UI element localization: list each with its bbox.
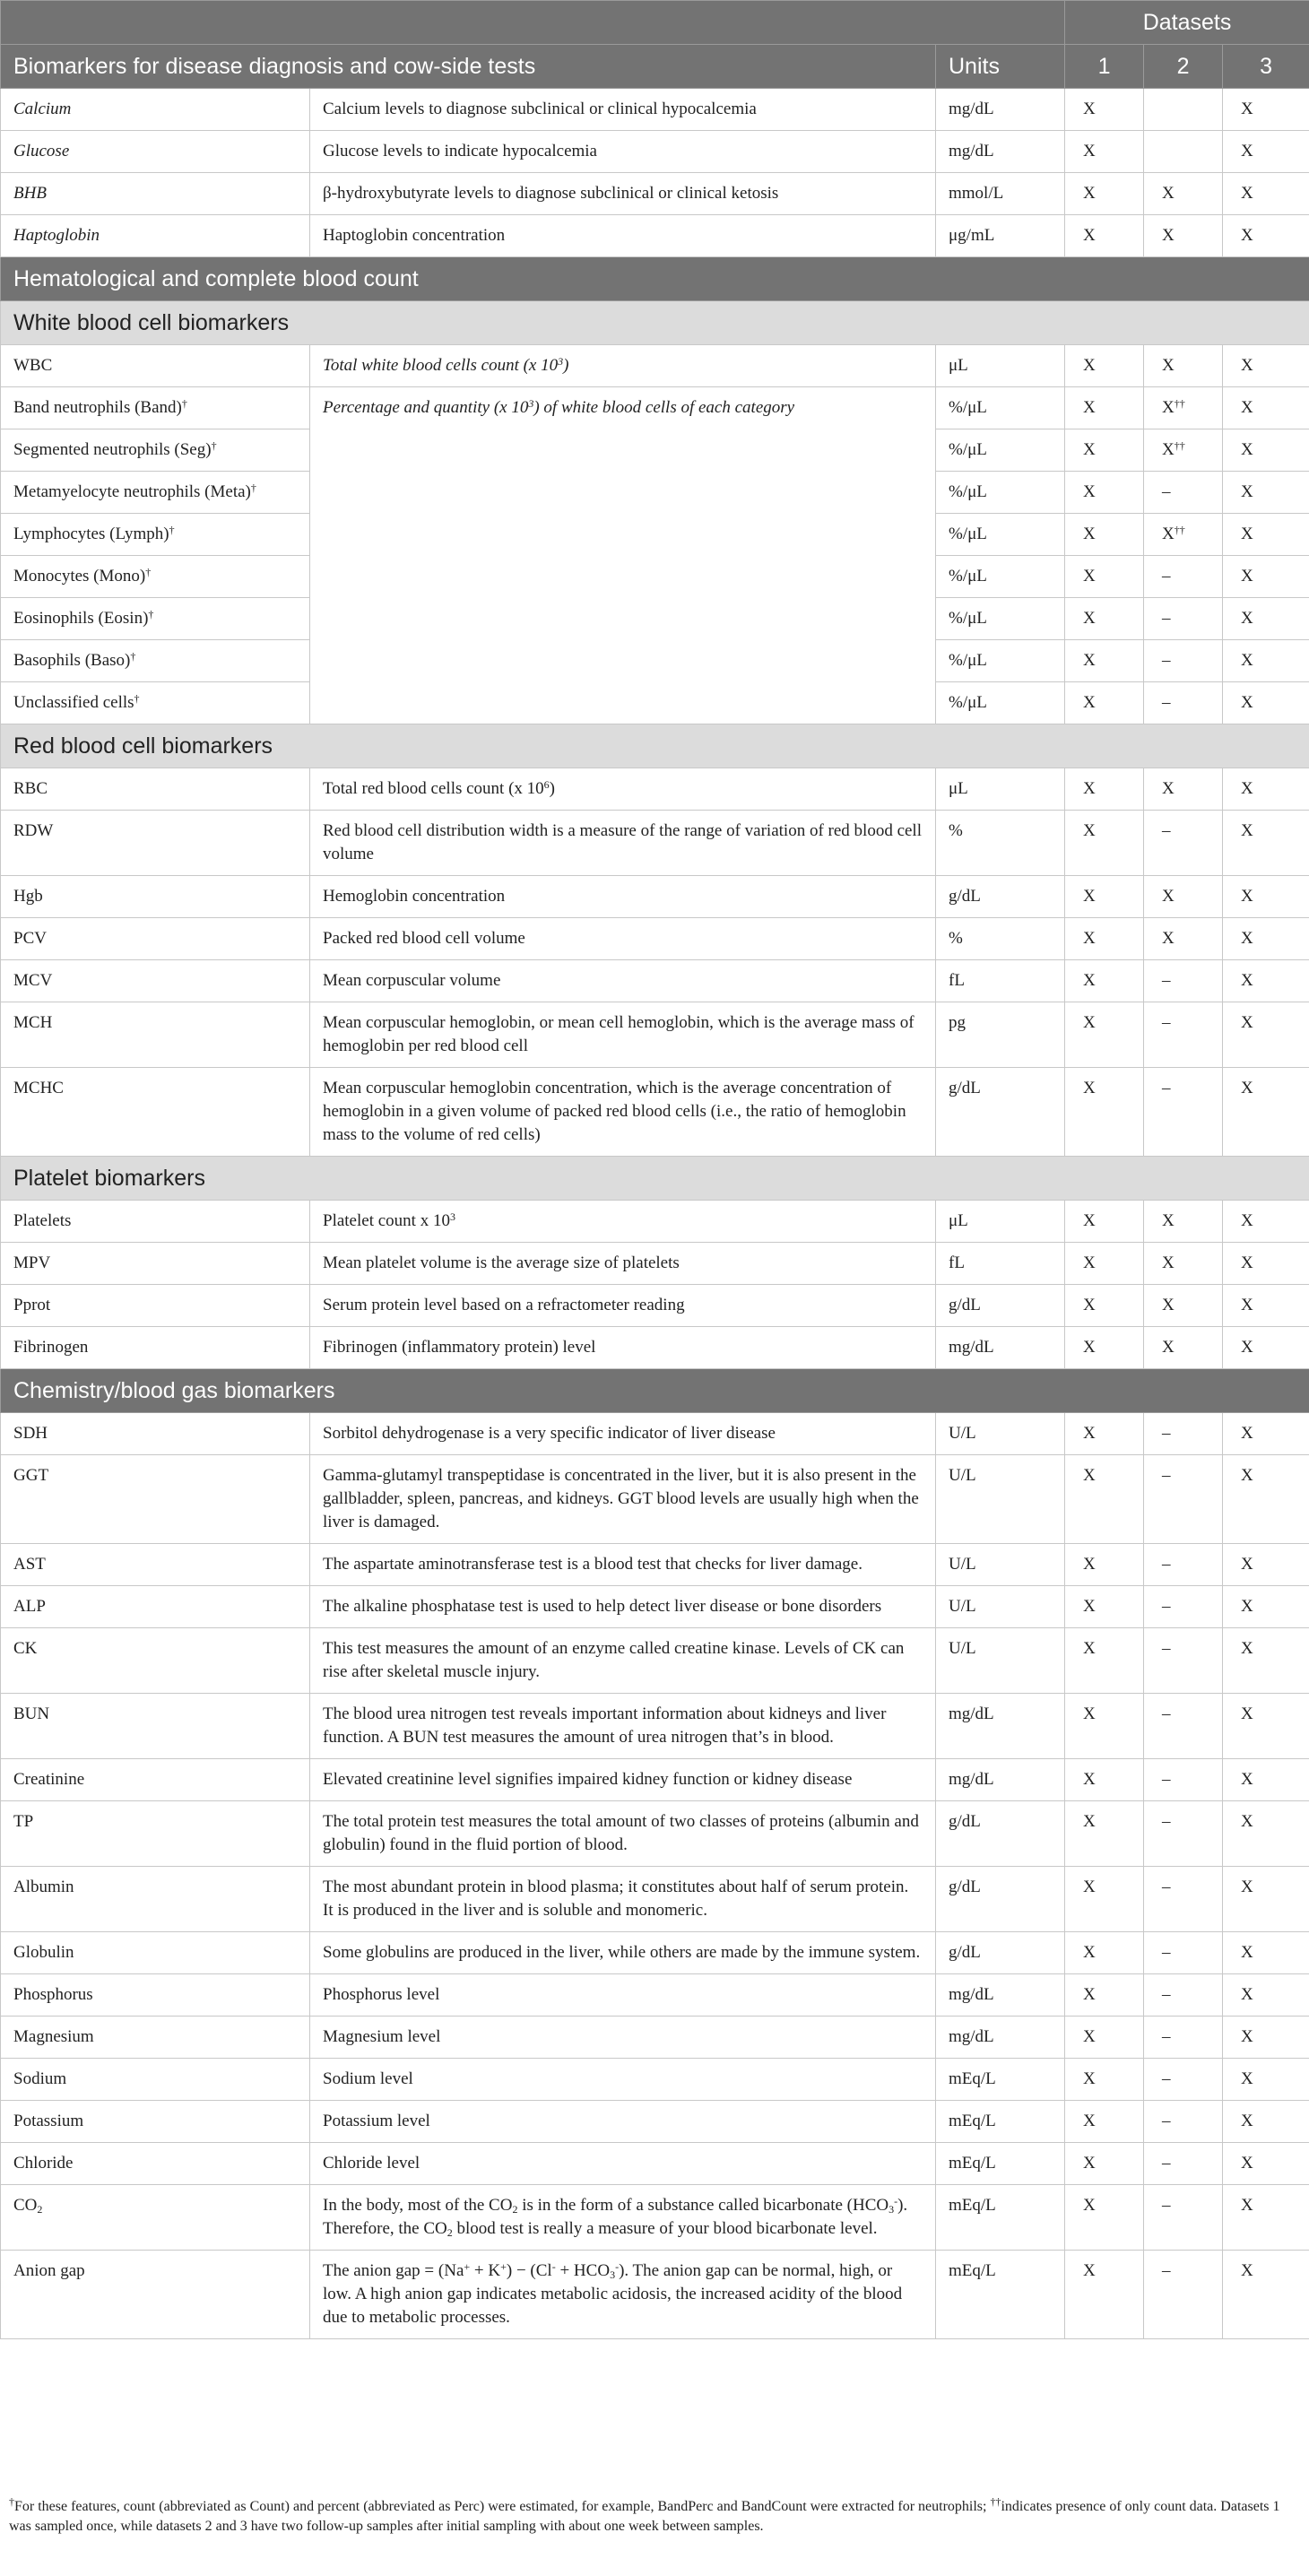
dataset-2-cell: – — [1144, 1694, 1223, 1759]
table-row — [1, 876, 1309, 918]
dataset-1-cell: X — [1065, 2143, 1144, 2185]
section-title: Chemistry/blood gas biomarkers — [1, 1369, 1309, 1413]
dataset-1-cell: X — [1065, 1285, 1144, 1327]
biomarker-name: RBC — [1, 768, 310, 811]
dataset-2-cell: – — [1144, 2143, 1223, 2185]
dataset-3-cell: X — [1223, 1544, 1309, 1586]
dataset-2-cell: – — [1144, 1544, 1223, 1586]
biomarker-name: Globulin — [1, 1932, 310, 1974]
dataset-2-cell: – — [1144, 2017, 1223, 2059]
biomarker-units: μg/mL — [936, 215, 1065, 257]
table-row — [1, 1586, 1309, 1628]
dataset-1-cell: X — [1065, 960, 1144, 1002]
dataset-1-cell: X — [1065, 89, 1144, 131]
biomarker-name: Glucose — [1, 131, 310, 173]
biomarker-units: pg — [936, 1002, 1065, 1068]
biomarker-units: fL — [936, 1243, 1065, 1285]
biomarker-description: The total protein test measures the total amount of two classes of proteins (albumin and globulin) found in the fluid portion of blood. — [310, 1801, 936, 1867]
biomarker-name: Phosphorus — [1, 1974, 310, 2017]
biomarker-name: TP — [1, 1801, 310, 1867]
table-row-anion-gap — [1, 2251, 1309, 2339]
dataset-2-cell: – — [1144, 1867, 1223, 1932]
subsection-title: Platelet biomarkers — [1, 1157, 1309, 1201]
dataset-3-cell: X — [1223, 918, 1309, 960]
dataset-1-cell: X — [1065, 1586, 1144, 1628]
dataset-1-cell: X — [1065, 1694, 1144, 1759]
table-footnote: †For these features, count (abbreviated as Count) and percent (abbreviated as Perc) were estimated, for example, BandPerc and BandCount were extracted for neutrophils; ††indicates presence of only count data. Datasets 1 was sampled once, while datasets 2 and 3 have two follow-up samples after initial sampling with about one week between samples. — [9, 2495, 1280, 2534]
biomarker-units: mg/dL — [936, 89, 1065, 131]
biomarker-name: BUN — [1, 1694, 310, 1759]
biomarker-units: mEq/L — [936, 2143, 1065, 2185]
biomarker-description: Elevated creatinine level signifies impaired kidney function or kidney disease — [310, 1759, 936, 1801]
biomarker-name: Sodium — [1, 2059, 310, 2101]
dataset-2-cell: X — [1144, 345, 1223, 387]
table-row — [1, 1759, 1309, 1801]
dataset-2-cell: – — [1144, 1974, 1223, 2017]
dataset-1-cell: X — [1065, 1413, 1144, 1455]
biomarker-units: g/dL — [936, 1932, 1065, 1974]
dataset-3-cell: X — [1223, 1867, 1309, 1932]
biomarker-description: Glucose levels to indicate hypocalcemia — [310, 131, 936, 173]
biomarker-description: The alkaline phosphatase test is used to help detect liver disease or bone disorders — [310, 1586, 936, 1628]
biomarker-units: μL — [936, 768, 1065, 811]
dataset-2-cell: – — [1144, 2101, 1223, 2143]
table-row — [1, 1285, 1309, 1327]
dataset-3-cell: X — [1223, 2101, 1309, 2143]
biomarker-name: WBC — [1, 345, 310, 387]
dataset-3-cell: X — [1223, 1628, 1309, 1694]
dataset-1-cell: X — [1065, 598, 1144, 640]
table-row — [1, 1243, 1309, 1285]
biomarker-units: %/μL — [936, 429, 1065, 472]
biomarker-description: Red blood cell distribution width is a measure of the range of variation of red blood cell volume — [310, 811, 936, 876]
table-row — [1, 1068, 1309, 1157]
dataset-3-cell: X — [1223, 1243, 1309, 1285]
biomarker-name: Magnesium — [1, 2017, 310, 2059]
biomarker-units: U/L — [936, 1586, 1065, 1628]
dataset-1-cell: X — [1065, 640, 1144, 682]
biomarker-units: mmol/L — [936, 173, 1065, 215]
biomarker-name: RDW — [1, 811, 310, 876]
biomarker-units: U/L — [936, 1628, 1065, 1694]
dataset-2-cell — [1144, 89, 1223, 131]
dataset-3-cell: X — [1223, 1413, 1309, 1455]
biomarker-units: g/dL — [936, 1285, 1065, 1327]
table-row — [1, 1327, 1309, 1369]
dataset-1-cell: X — [1065, 876, 1144, 918]
dataset-1-cell: X — [1065, 1002, 1144, 1068]
table-row — [1, 1413, 1309, 1455]
dataset-1-cell: X — [1065, 1544, 1144, 1586]
table-row — [1, 960, 1309, 1002]
biomarker-name: Monocytes (Mono)† — [1, 556, 310, 598]
header-row-columns — [1, 45, 1309, 89]
dataset-2-cell: X — [1144, 215, 1223, 257]
dataset-3-cell: X — [1223, 640, 1309, 682]
biomarker-description: Mean platelet volume is the average size of platelets — [310, 1243, 936, 1285]
biomarker-name: BHB — [1, 173, 310, 215]
biomarker-description: Chloride level — [310, 2143, 936, 2185]
dataset-2-cell: X — [1144, 1327, 1223, 1369]
biomarker-description: Packed red blood cell volume — [310, 918, 936, 960]
table-row — [1, 768, 1309, 811]
table-row — [1, 131, 1309, 173]
subsection-header-wbc — [1, 301, 1309, 345]
biomarker-name: MCV — [1, 960, 310, 1002]
dataset-2-cell: X — [1144, 918, 1223, 960]
biomarker-name: Creatinine — [1, 1759, 310, 1801]
dataset-1-cell: X — [1065, 1201, 1144, 1243]
biomarker-description: Haptoglobin concentration — [310, 215, 936, 257]
biomarker-description: Fibrinogen (inflammatory protein) level — [310, 1327, 936, 1369]
dataset-3-cell: X — [1223, 1694, 1309, 1759]
biomarker-name: Haptoglobin — [1, 215, 310, 257]
subsection-header-rbc — [1, 724, 1309, 768]
dataset-1-cell: X — [1065, 387, 1144, 429]
dataset-1-cell: X — [1065, 1932, 1144, 1974]
dataset-3-cell: X — [1223, 1759, 1309, 1801]
dataset-1-cell: X — [1065, 768, 1144, 811]
biomarker-units: %/μL — [936, 640, 1065, 682]
biomarker-description: β-hydroxybutyrate levels to diagnose subclinical or clinical ketosis — [310, 173, 936, 215]
dataset-3-cell: X — [1223, 598, 1309, 640]
biomarker-units: mg/dL — [936, 1694, 1065, 1759]
biomarker-units: U/L — [936, 1544, 1065, 1586]
biomarker-name: Lymphocytes (Lymph)† — [1, 514, 310, 556]
dataset-2-cell: – — [1144, 2059, 1223, 2101]
biomarker-units: %/μL — [936, 387, 1065, 429]
dataset-1-cell: X — [1065, 1759, 1144, 1801]
dataset-3-cell: X — [1223, 1285, 1309, 1327]
biomarker-units: %/μL — [936, 472, 1065, 514]
dataset-3-cell: X — [1223, 1068, 1309, 1157]
table-row — [1, 1932, 1309, 1974]
subsection-header-platelet — [1, 1157, 1309, 1201]
dataset-2-cell: X — [1144, 1285, 1223, 1327]
biomarker-name: MPV — [1, 1243, 310, 1285]
subsection-title: Red blood cell biomarkers — [1, 724, 1309, 768]
table-row — [1, 1694, 1309, 1759]
dataset-2-cell: – — [1144, 960, 1223, 1002]
table-row — [1, 1455, 1309, 1544]
biomarker-name: Band neutrophils (Band)† — [1, 387, 310, 429]
section-title: Hematological and complete blood count — [1, 257, 1309, 301]
biomarker-name: Potassium — [1, 2101, 310, 2143]
dataset-2-cell: – — [1144, 682, 1223, 724]
biomarker-description: The blood urea nitrogen test reveals important information about kidneys and liver function. A BUN test measures the amount of urea nitrogen that’s in blood. — [310, 1694, 936, 1759]
biomarker-name: Platelets — [1, 1201, 310, 1243]
biomarker-description: Total red blood cells count (x $10^6$) — [310, 768, 936, 811]
header-spacer — [1, 1, 1065, 45]
dataset-1-cell: X — [1065, 1455, 1144, 1544]
dataset-1-cell: X — [1065, 918, 1144, 960]
biomarker-units: mEq/L — [936, 2185, 1065, 2251]
dataset-3-cell: X — [1223, 2059, 1309, 2101]
biomarker-description: Calcium levels to diagnose subclinical or clinical hypocalcemia — [310, 89, 936, 131]
dataset-2-cell: – — [1144, 1413, 1223, 1455]
biomarker-name: MCHC — [1, 1068, 310, 1157]
dataset-2-cell: – — [1144, 1002, 1223, 1068]
table-row — [1, 1201, 1309, 1243]
dataset-1-cell: X — [1065, 1628, 1144, 1694]
table-row — [1, 1544, 1309, 1586]
biomarker-description: Some globulins are produced in the liver, while others are made by the immune system. — [310, 1932, 936, 1974]
biomarker-units: %/μL — [936, 556, 1065, 598]
biomarker-units: mg/dL — [936, 1974, 1065, 2017]
biomarker-description: In the body, most of the $CO_2$ is in the form of a substance called bicarbonate $(HCO_3^-)$. Therefore, the $CO_2$ blood test is really a measure of your blood bicarbonate level. — [310, 2185, 936, 2251]
biomarker-units: g/dL — [936, 1801, 1065, 1867]
biomarker-description: Hemoglobin concentration — [310, 876, 936, 918]
biomarker-name: SDH — [1, 1413, 310, 1455]
biomarker-units: mEq/L — [936, 2101, 1065, 2143]
dataset-2-cell: X — [1144, 1243, 1223, 1285]
biomarker-name: Metamyelocyte neutrophils (Meta)† — [1, 472, 310, 514]
biomarker-description: Sodium level — [310, 2059, 936, 2101]
dataset-3-cell: X — [1223, 768, 1309, 811]
dataset-1-cell: X — [1065, 811, 1144, 876]
table-row — [1, 2143, 1309, 2185]
header-dataset-2: 2 — [1144, 45, 1223, 89]
header-datasets: Datasets — [1065, 1, 1309, 45]
biomarker-units: U/L — [936, 1413, 1065, 1455]
dataset-3-cell: X — [1223, 131, 1309, 173]
header-row-datasets — [1, 1, 1309, 45]
dataset-2-cell: – — [1144, 472, 1223, 514]
dataset-1-cell: X — [1065, 429, 1144, 472]
biomarker-name: Eosinophils (Eosin)† — [1, 598, 310, 640]
biomarker-units: fL — [936, 960, 1065, 1002]
biomarker-description: Serum protein level based on a refractometer reading — [310, 1285, 936, 1327]
biomarker-name: Hgb — [1, 876, 310, 918]
biomarker-name: Pprot — [1, 1285, 310, 1327]
biomarker-name: Basophils (Baso)† — [1, 640, 310, 682]
dataset-2-cell: – — [1144, 1455, 1223, 1544]
dataset-1-cell: X — [1065, 1867, 1144, 1932]
biomarker-units: %/μL — [936, 514, 1065, 556]
table-row — [1, 2017, 1309, 2059]
dataset-2-cell — [1144, 131, 1223, 173]
biomarker-description: Percentage and quantity (x $10^3$) of white blood cells of each category — [310, 387, 936, 724]
table-row — [1, 173, 1309, 215]
dataset-2-cell: – — [1144, 1801, 1223, 1867]
dataset-2-cell: – — [1144, 1628, 1223, 1694]
biomarker-units: mg/dL — [936, 2017, 1065, 2059]
dataset-2-cell: – — [1144, 2185, 1223, 2251]
biomarker-units: g/dL — [936, 876, 1065, 918]
dataset-1-cell: X — [1065, 2185, 1144, 2251]
biomarker-description: Platelet count x $10^3$ — [310, 1201, 936, 1243]
biomarker-units: mg/dL — [936, 1759, 1065, 1801]
dataset-3-cell: X — [1223, 811, 1309, 876]
dataset-1-cell: X — [1065, 1974, 1144, 2017]
dataset-2-cell: X — [1144, 768, 1223, 811]
dataset-1-cell: X — [1065, 2101, 1144, 2143]
biomarker-units: g/dL — [936, 1068, 1065, 1157]
biomarker-units: U/L — [936, 1455, 1065, 1544]
section-header-chemistry — [1, 1369, 1309, 1413]
table-row — [1, 811, 1309, 876]
dataset-3-cell: X — [1223, 89, 1309, 131]
table-row — [1, 215, 1309, 257]
dataset-3-cell: X — [1223, 556, 1309, 598]
table-row — [1, 918, 1309, 960]
dataset-3-cell: X — [1223, 2185, 1309, 2251]
dataset-2-cell: X — [1144, 1201, 1223, 1243]
biomarker-name: GGT — [1, 1455, 310, 1544]
dataset-3-cell: X — [1223, 1002, 1309, 1068]
dataset-3-cell: X — [1223, 876, 1309, 918]
biomarker-name: Chloride — [1, 2143, 310, 2185]
dataset-3-cell: X — [1223, 1455, 1309, 1544]
dataset-3-cell: X — [1223, 387, 1309, 429]
table-row — [1, 89, 1309, 131]
biomarker-description: Potassium level — [310, 2101, 936, 2143]
dataset-1-cell: X — [1065, 1327, 1144, 1369]
biomarker-description: The anion gap = $(Na^+ + K^+) - (Cl^- + HCO_3^-)$. The anion gap can be normal, high, or low. A high anion gap indicates metabolic acidosis, the increased acidity of the blood due to metabolic processes. — [310, 2251, 936, 2339]
biomarker-name: $CO_2$ — [1, 2185, 310, 2251]
dataset-2-cell: – — [1144, 811, 1223, 876]
dataset-2-cell: X — [1144, 173, 1223, 215]
biomarker-description: Mean corpuscular hemoglobin, or mean cell hemoglobin, which is the average mass of hemoglobin per red blood cell — [310, 1002, 936, 1068]
biomarker-name: ALP — [1, 1586, 310, 1628]
table-row-co2 — [1, 2185, 1309, 2251]
biomarker-units: mg/dL — [936, 131, 1065, 173]
biomarker-units: mEq/L — [936, 2251, 1065, 2339]
header-title: Biomarkers for disease diagnosis and cow-side tests — [1, 45, 936, 89]
header-units: Units — [936, 45, 1065, 89]
dataset-3-cell: X — [1223, 2143, 1309, 2185]
dataset-2-cell: X — [1144, 876, 1223, 918]
biomarker-name: PCV — [1, 918, 310, 960]
dataset-2-cell: – — [1144, 640, 1223, 682]
table-row — [1, 1974, 1309, 2017]
biomarker-name: AST — [1, 1544, 310, 1586]
dataset-3-cell: X — [1223, 429, 1309, 472]
table-row — [1, 2059, 1309, 2101]
dataset-3-cell: X — [1223, 682, 1309, 724]
dataset-2-cell: X†† — [1144, 387, 1223, 429]
dataset-1-cell: X — [1065, 2017, 1144, 2059]
header-dataset-3: 3 — [1223, 45, 1309, 89]
biomarker-units: mg/dL — [936, 1327, 1065, 1369]
dataset-3-cell: X — [1223, 1327, 1309, 1369]
dataset-1-cell: X — [1065, 1068, 1144, 1157]
dataset-1-cell: X — [1065, 173, 1144, 215]
dataset-3-cell: X — [1223, 173, 1309, 215]
dataset-1-cell: X — [1065, 2059, 1144, 2101]
table-row — [1, 345, 1309, 387]
dataset-2-cell: X†† — [1144, 514, 1223, 556]
table-row — [1, 1002, 1309, 1068]
table-row — [1, 2101, 1309, 2143]
biomarker-description: The aspartate aminotransferase test is a blood test that checks for liver damage. — [310, 1544, 936, 1586]
dataset-2-cell: – — [1144, 1586, 1223, 1628]
dataset-2-cell: – — [1144, 1932, 1223, 1974]
table-row — [1, 387, 1309, 429]
table-row — [1, 1867, 1309, 1932]
dataset-2-cell: – — [1144, 2251, 1223, 2339]
biomarker-units: μL — [936, 1201, 1065, 1243]
biomarker-description: Magnesium level — [310, 2017, 936, 2059]
dataset-1-cell: X — [1065, 556, 1144, 598]
biomarker-name: MCH — [1, 1002, 310, 1068]
table-row — [1, 1801, 1309, 1867]
biomarker-description: Mean corpuscular volume — [310, 960, 936, 1002]
biomarker-name: Albumin — [1, 1867, 310, 1932]
header-dataset-1: 1 — [1065, 45, 1144, 89]
dataset-3-cell: X — [1223, 2017, 1309, 2059]
dataset-1-cell: X — [1065, 472, 1144, 514]
dataset-1-cell: X — [1065, 131, 1144, 173]
dataset-3-cell: X — [1223, 2251, 1309, 2339]
dataset-1-cell: X — [1065, 2251, 1144, 2339]
biomarker-description: Gamma-glutamyl transpeptidase is concentrated in the liver, but it is also present in the gallbladder, spleen, pancreas, and kidneys. GGT blood levels are usually high when the liver is damaged. — [310, 1455, 936, 1544]
biomarker-description: Mean corpuscular hemoglobin concentration, which is the average concentration of hemoglobin in a given volume of packed red blood cells (i.e., the ratio of hemoglobin mass to the volume of red cells) — [310, 1068, 936, 1157]
dataset-2-cell: X†† — [1144, 429, 1223, 472]
dataset-3-cell: X — [1223, 1586, 1309, 1628]
biomarker-units: g/dL — [936, 1867, 1065, 1932]
biomarker-units: % — [936, 811, 1065, 876]
dataset-1-cell: X — [1065, 1801, 1144, 1867]
biomarker-name: Segmented neutrophils (Seg)† — [1, 429, 310, 472]
dataset-1-cell: X — [1065, 514, 1144, 556]
dataset-3-cell: X — [1223, 1801, 1309, 1867]
dataset-2-cell: – — [1144, 1068, 1223, 1157]
biomarker-description: This test measures the amount of an enzyme called creatine kinase. Levels of CK can rise after skeletal muscle injury. — [310, 1628, 936, 1694]
biomarker-description: Sorbitol dehydrogenase is a very specific indicator of liver disease — [310, 1413, 936, 1455]
dataset-1-cell: X — [1065, 682, 1144, 724]
biomarker-name: Calcium — [1, 89, 310, 131]
biomarker-units: μL — [936, 345, 1065, 387]
dataset-3-cell: X — [1223, 960, 1309, 1002]
dataset-3-cell: X — [1223, 1974, 1309, 2017]
biomarker-description: Total white blood cells count (x $10^3$) — [310, 345, 936, 387]
biomarker-units: %/μL — [936, 682, 1065, 724]
dataset-3-cell: X — [1223, 345, 1309, 387]
dataset-2-cell: – — [1144, 598, 1223, 640]
dataset-2-cell: – — [1144, 1759, 1223, 1801]
biomarker-description: Phosphorus level — [310, 1974, 936, 2017]
biomarker-name: Unclassified cells† — [1, 682, 310, 724]
dataset-3-cell: X — [1223, 1932, 1309, 1974]
dataset-3-cell: X — [1223, 514, 1309, 556]
table-row — [1, 1628, 1309, 1694]
dataset-1-cell: X — [1065, 345, 1144, 387]
dataset-3-cell: X — [1223, 215, 1309, 257]
biomarker-description: The most abundant protein in blood plasma; it constitutes about half of serum protein. It is produced in the liver and is soluble and monomeric. — [310, 1867, 936, 1932]
biomarker-units: mEq/L — [936, 2059, 1065, 2101]
dataset-2-cell: – — [1144, 556, 1223, 598]
subsection-title: White blood cell biomarkers — [1, 301, 1309, 345]
biomarker-name: Anion gap — [1, 2251, 310, 2339]
biomarker-name: CK — [1, 1628, 310, 1694]
biomarker-name: Fibrinogen — [1, 1327, 310, 1369]
dataset-3-cell: X — [1223, 472, 1309, 514]
biomarker-units: %/μL — [936, 598, 1065, 640]
dataset-3-cell: X — [1223, 1201, 1309, 1243]
dataset-1-cell: X — [1065, 1243, 1144, 1285]
dataset-1-cell: X — [1065, 215, 1144, 257]
section-header-hematology — [1, 257, 1309, 301]
biomarker-units: % — [936, 918, 1065, 960]
